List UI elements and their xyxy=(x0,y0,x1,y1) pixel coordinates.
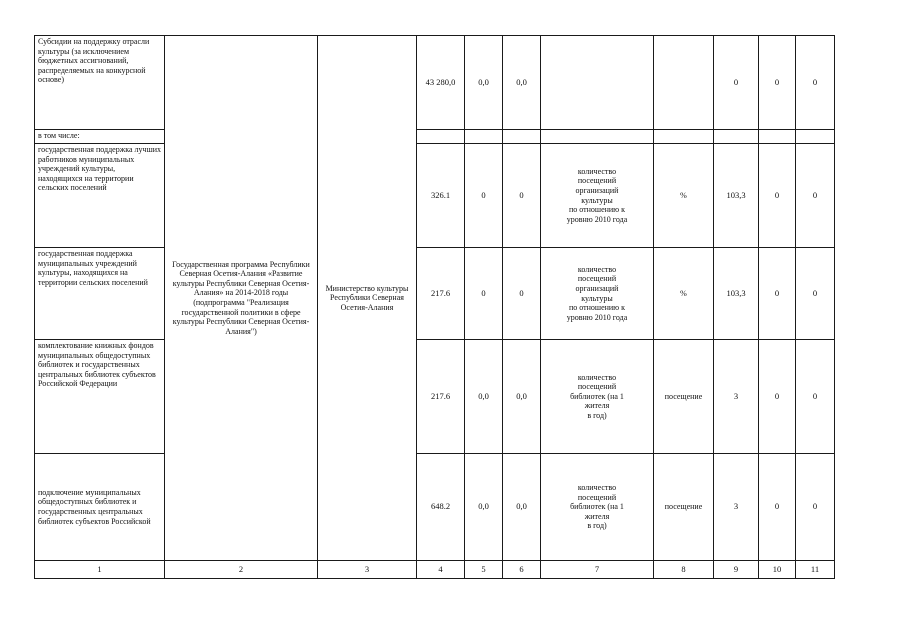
row-name-cell: в том числе: xyxy=(35,130,165,144)
table-row xyxy=(35,454,835,561)
amount-cell: 43 280,0 xyxy=(417,36,465,130)
row-name-cell: государственная поддержка лучших работников муниципальных учреждений культуры, находящихся на территории сельских поселений xyxy=(35,144,165,248)
value-cell: 3 xyxy=(714,340,759,454)
value-cell: 0 xyxy=(759,340,796,454)
indicator-cell: количество посещений библиотек (на 1 жителя в год) xyxy=(541,454,654,561)
value-cell xyxy=(714,130,759,144)
value-cell: 0,0 xyxy=(503,36,541,130)
indicator-cell: количество посещений организаций культуры по отношению к уровню 2010 года xyxy=(541,144,654,248)
value-cell: 0 xyxy=(796,248,835,340)
row-name-cell: Субсидии на поддержку отрасли культуры (за исключением бюджетных ассигнований, распределяемых на конкурсной основе) xyxy=(35,36,165,130)
value-cell: 0,0 xyxy=(465,454,503,561)
value-cell: 0 xyxy=(796,144,835,248)
value-cell xyxy=(759,130,796,144)
indicator-cell xyxy=(541,36,654,130)
value-cell: 0 xyxy=(759,454,796,561)
column-number: 6 xyxy=(503,561,541,579)
table-row xyxy=(35,144,835,248)
unit-cell: % xyxy=(654,248,714,340)
unit-cell: посещение xyxy=(654,454,714,561)
unit-cell: посещение xyxy=(654,340,714,454)
amount-cell: 217.6 xyxy=(417,340,465,454)
ministry-cell xyxy=(318,36,417,561)
value-cell: 0,0 xyxy=(503,454,541,561)
ministry-text: Министерство культуры Республики Северная Осетия-Алания xyxy=(325,283,409,312)
value-cell: 0 xyxy=(796,340,835,454)
value-cell: 0 xyxy=(503,144,541,248)
program-cell xyxy=(165,36,318,561)
amount-cell: 648.2 xyxy=(417,454,465,561)
row-name-cell: государственная поддержка муниципальных учреждений культуры, находящихся на территории сельских поселений xyxy=(35,248,165,340)
amount-cell xyxy=(417,130,465,144)
indicator-cell: количество посещений организаций культуры по отношению к уровню 2010 года xyxy=(541,248,654,340)
indicator-cell: количество посещений библиотек (на 1 жителя в год) xyxy=(541,340,654,454)
budget-table xyxy=(34,35,835,579)
value-cell: 3 xyxy=(714,454,759,561)
value-cell: 0 xyxy=(796,36,835,130)
value-cell: 0 xyxy=(796,454,835,561)
row-name-cell: подключение муниципальных общедоступных библиотек и государственных центральных библиотек субъектов Российской xyxy=(35,454,165,561)
value-cell: 0 xyxy=(465,144,503,248)
value-cell: 103,3 xyxy=(714,248,759,340)
column-number-row xyxy=(35,561,835,579)
value-cell: 0 xyxy=(759,36,796,130)
value-cell: 0 xyxy=(714,36,759,130)
column-number: 5 xyxy=(465,561,503,579)
column-number: 7 xyxy=(541,561,654,579)
value-cell: 0 xyxy=(503,248,541,340)
value-cell xyxy=(796,130,835,144)
indicator-cell xyxy=(541,130,654,144)
amount-cell: 217.6 xyxy=(417,248,465,340)
value-cell: 0 xyxy=(465,248,503,340)
table-row xyxy=(35,340,835,454)
unit-cell xyxy=(654,130,714,144)
value-cell: 0,0 xyxy=(465,36,503,130)
column-number: 9 xyxy=(714,561,759,579)
row-name-cell: комплектование книжных фондов муниципальных общедоступных библиотек и государственных центральных библиотек субъектов Российской Федерации xyxy=(35,340,165,454)
value-cell: 0 xyxy=(759,144,796,248)
column-number: 3 xyxy=(318,561,417,579)
column-number: 1 xyxy=(35,561,165,579)
unit-cell: % xyxy=(654,144,714,248)
value-cell: 0 xyxy=(759,248,796,340)
value-cell xyxy=(465,130,503,144)
column-number: 10 xyxy=(759,561,796,579)
column-number: 2 xyxy=(165,561,318,579)
amount-cell: 326.1 xyxy=(417,144,465,248)
table-row xyxy=(35,36,835,130)
column-number: 4 xyxy=(417,561,465,579)
value-cell xyxy=(503,130,541,144)
column-number: 11 xyxy=(796,561,835,579)
table-row xyxy=(35,248,835,340)
program-text: Государственная программа Республики Северная Осетия-Алания «Развитие культуры Республики Северная Осетия-Алания» на 2014-2018 годы (подпрограмма "Реализация государственной политики в сфере культуры Республики Северная Осетия-Алания") xyxy=(172,259,310,336)
value-cell: 103,3 xyxy=(714,144,759,248)
table-row xyxy=(35,130,835,144)
unit-cell xyxy=(654,36,714,130)
value-cell: 0,0 xyxy=(503,340,541,454)
value-cell: 0,0 xyxy=(465,340,503,454)
column-number: 8 xyxy=(654,561,714,579)
